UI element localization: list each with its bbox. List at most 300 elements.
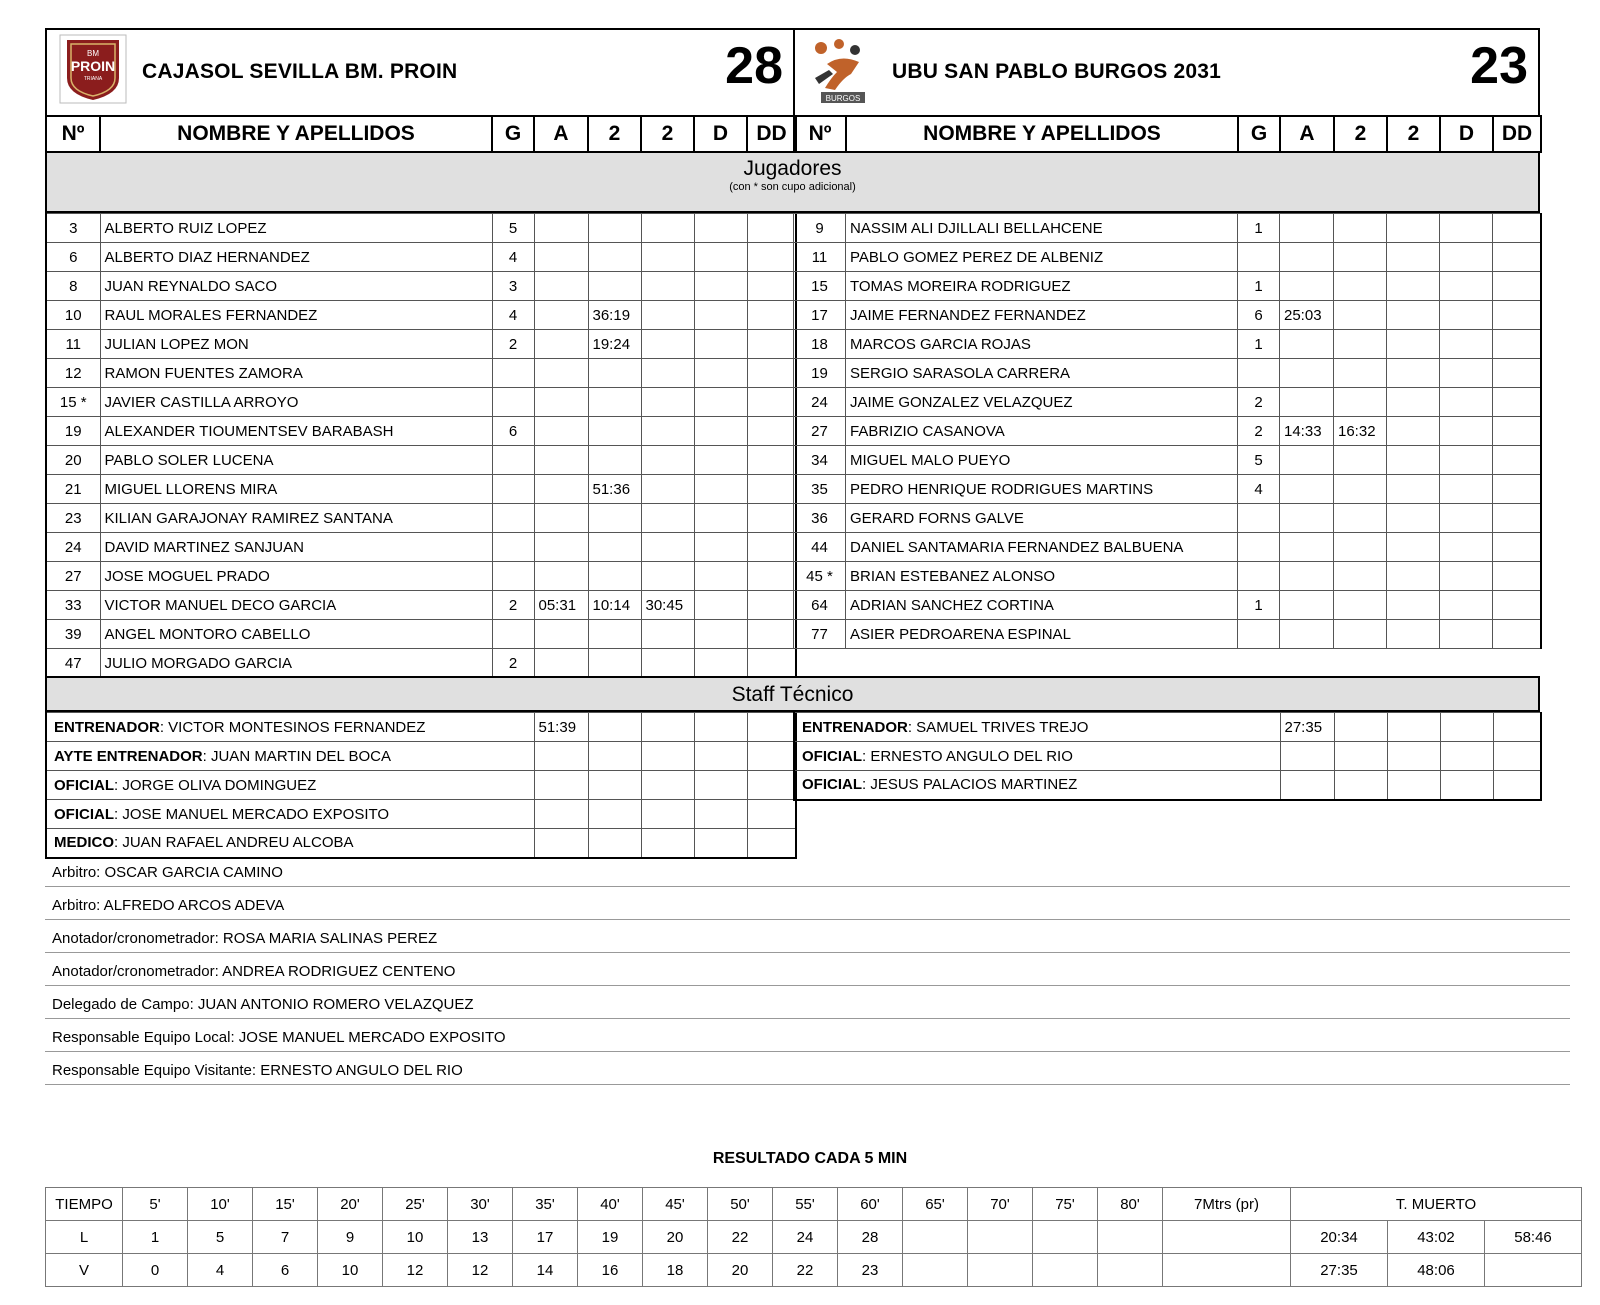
results-header-cell: 35': [513, 1188, 578, 1221]
player-disqualification-report: [747, 417, 796, 446]
player-disqualification: [694, 214, 747, 243]
official-line: Responsable Equipo Visitante: ERNESTO ANGULO DEL RIO: [45, 1052, 1570, 1085]
away-team-header: [793, 28, 1540, 115]
staff-role: MEDICO: [54, 834, 114, 852]
player-suspension-1: [1334, 562, 1387, 591]
player-disqualification: [694, 504, 747, 533]
results-score-cell: [1098, 1221, 1163, 1254]
results-score-cell: [903, 1254, 968, 1287]
staff-name: : JOSE MANUEL MERCADO EXPOSITO: [114, 805, 390, 823]
player-name: NASSIM ALI DJILLALI BELLAHCENE: [846, 214, 1238, 243]
player-row: [46, 388, 796, 417]
player-goals: 5: [1238, 446, 1280, 475]
player-goals: 4: [492, 243, 534, 272]
staff-disqualification: [694, 713, 747, 742]
player-number: 19: [46, 417, 100, 446]
player-suspension-1: [588, 562, 641, 591]
player-disqualification-report: [1493, 562, 1541, 591]
results-score-cell: 22: [708, 1221, 773, 1254]
player-row: [794, 359, 1541, 388]
player-row: [46, 504, 796, 533]
player-number: 39: [46, 620, 100, 649]
player-warning: [1280, 243, 1334, 272]
player-goals: 5: [492, 214, 534, 243]
player-suspension-2: [1387, 562, 1440, 591]
svg-text:BURGOS: BURGOS: [825, 94, 861, 103]
staff-warning: [534, 742, 588, 771]
player-disqualification: [1440, 243, 1493, 272]
staff-warning: [1280, 771, 1334, 800]
player-goals: 1: [1238, 272, 1280, 301]
player-suspension-1: [588, 417, 641, 446]
results-header-cell: 80': [1098, 1188, 1163, 1221]
players-section-note: (con * son cupo adicional): [729, 181, 856, 193]
results-score-cell: 28: [838, 1221, 903, 1254]
player-disqualification-report: [747, 649, 796, 678]
col-name: NOMBRE Y APELLIDOS: [846, 116, 1238, 152]
player-warning: 14:33: [1280, 417, 1334, 446]
player-warning: [534, 417, 588, 446]
staff-warning: 51:39: [534, 713, 588, 742]
player-name: ALBERTO RUIZ LOPEZ: [100, 214, 492, 243]
staff-disqualification-report: [747, 771, 796, 800]
player-row: [46, 417, 796, 446]
player-disqualification: [1440, 214, 1493, 243]
player-disqualification: [1440, 417, 1493, 446]
staff-name: : JUAN MARTIN DEL BOCA: [202, 747, 392, 765]
player-suspension-1: [1334, 446, 1387, 475]
player-goals: [1238, 359, 1280, 388]
player-warning: [1280, 591, 1334, 620]
staff-disqualification: [1440, 771, 1493, 800]
staff-suspension-1: [1334, 771, 1387, 800]
staff-row: [46, 800, 796, 829]
home-team-logo: [59, 34, 131, 106]
away-players-table: [793, 213, 1542, 649]
col-warning: A: [1280, 116, 1334, 152]
player-suspension-1: [1334, 591, 1387, 620]
player-suspension-2: [641, 446, 694, 475]
player-number: 12: [46, 359, 100, 388]
player-warning: [1280, 330, 1334, 359]
player-disqualification-report: [747, 359, 796, 388]
staff-warning: 27:35: [1280, 713, 1334, 742]
staff-suspension-1: [1334, 742, 1387, 771]
player-disqualification: [1440, 330, 1493, 359]
player-disqualification: [1440, 504, 1493, 533]
player-name: ALEXANDER TIOUMENTSEV BARABASH: [100, 417, 492, 446]
player-goals: [1238, 504, 1280, 533]
staff-row: [46, 742, 796, 771]
staff-name: : JUAN RAFAEL ANDREU ALCOBA: [114, 834, 354, 852]
results-header-cell: 10': [188, 1188, 253, 1221]
player-name: ANGEL MONTORO CABELLO: [100, 620, 492, 649]
staff-role: AYTE ENTRENADOR: [54, 747, 203, 765]
staff-warning: [1280, 742, 1334, 771]
staff-disqualification-report: [1493, 742, 1541, 771]
player-disqualification-report: [1493, 214, 1541, 243]
staff-warning: [534, 800, 588, 829]
staff-member: [46, 742, 534, 771]
player-disqualification: [1440, 446, 1493, 475]
player-goals: [492, 446, 534, 475]
player-disqualification-report: [1493, 620, 1541, 649]
col-suspension-2: 2: [641, 116, 694, 152]
player-row: [794, 243, 1541, 272]
results-score-cell: 23: [838, 1254, 903, 1287]
player-suspension-2: [1387, 214, 1440, 243]
player-disqualification: [1440, 562, 1493, 591]
staff-member: [46, 771, 534, 800]
player-suspension-2: [1387, 591, 1440, 620]
staff-row: [46, 771, 796, 800]
player-number: 15: [794, 272, 846, 301]
player-number: 19: [794, 359, 846, 388]
player-row: [46, 330, 796, 359]
player-disqualification: [694, 446, 747, 475]
player-suspension-2: [641, 214, 694, 243]
player-disqualification-report: [747, 243, 796, 272]
player-disqualification: [694, 591, 747, 620]
staff-role: ENTRENADOR: [54, 718, 160, 736]
player-name: DANIEL SANTAMARIA FERNANDEZ BALBUENA: [846, 533, 1238, 562]
player-disqualification-report: [1493, 533, 1541, 562]
staff-suspension-1: [588, 713, 641, 742]
player-number: 18: [794, 330, 846, 359]
results-score-cell: 24: [773, 1221, 838, 1254]
player-number: 47: [46, 649, 100, 678]
player-suspension-1: 16:32: [1334, 417, 1387, 446]
player-suspension-1: [588, 359, 641, 388]
player-suspension-2: [641, 620, 694, 649]
player-disqualification: [1440, 301, 1493, 330]
player-suspension-2: [641, 243, 694, 272]
player-name: VICTOR MANUEL DECO GARCIA: [100, 591, 492, 620]
official-line: Arbitro: ALFREDO ARCOS ADEVA: [45, 887, 1570, 920]
player-row: [46, 272, 796, 301]
player-suspension-1: [588, 243, 641, 272]
player-row: [794, 388, 1541, 417]
results-score-cell: [1163, 1221, 1291, 1254]
player-warning: [1280, 446, 1334, 475]
player-name: RAUL MORALES FERNANDEZ: [100, 301, 492, 330]
player-number: 77: [794, 620, 846, 649]
player-name: JAIME FERNANDEZ FERNANDEZ: [846, 301, 1238, 330]
player-name: KILIAN GARAJONAY RAMIREZ SANTANA: [100, 504, 492, 533]
player-suspension-1: [1334, 359, 1387, 388]
staff-disqualification-report: [747, 713, 796, 742]
player-disqualification-report: [747, 446, 796, 475]
player-name: ASIER PEDROARENA ESPINAL: [846, 620, 1238, 649]
player-name: PABLO GOMEZ PEREZ DE ALBENIZ: [846, 243, 1238, 272]
player-warning: [534, 533, 588, 562]
player-name: MARCOS GARCIA ROJAS: [846, 330, 1238, 359]
player-row: [794, 591, 1541, 620]
results-timeout-cell: 20:34: [1291, 1221, 1388, 1254]
player-suspension-1: [1334, 533, 1387, 562]
staff-suspension-2: [641, 713, 694, 742]
player-name: JUAN REYNALDO SACO: [100, 272, 492, 301]
player-disqualification: [694, 649, 747, 678]
col-num: Nº: [794, 116, 846, 152]
col-disqualification-report: DD: [1493, 116, 1541, 152]
player-row: [794, 562, 1541, 591]
staff-suspension-2: [641, 771, 694, 800]
player-name: JULIAN LOPEZ MON: [100, 330, 492, 359]
player-suspension-1: 51:36: [588, 475, 641, 504]
player-name: JOSE MOGUEL PRADO: [100, 562, 492, 591]
player-suspension-1: [588, 446, 641, 475]
player-disqualification-report: [1493, 417, 1541, 446]
home-team-score: 28: [725, 37, 783, 95]
player-goals: [492, 562, 534, 591]
staff-name: : VICTOR MONTESINOS FERNANDEZ: [159, 718, 426, 736]
col-num: Nº: [46, 116, 100, 152]
results-timeout-cell: [1485, 1254, 1582, 1287]
results-score-cell: 18: [643, 1254, 708, 1287]
player-goals: 2: [1238, 388, 1280, 417]
player-suspension-2: [1387, 388, 1440, 417]
player-row: [794, 301, 1541, 330]
player-row: [794, 214, 1541, 243]
player-disqualification-report: [747, 562, 796, 591]
staff-role: OFICIAL: [802, 776, 862, 794]
player-warning: [1280, 562, 1334, 591]
player-suspension-1: [1334, 388, 1387, 417]
player-number: 64: [794, 591, 846, 620]
player-suspension-2: [641, 388, 694, 417]
player-name: PABLO SOLER LUCENA: [100, 446, 492, 475]
results-score-cell: 22: [773, 1254, 838, 1287]
player-warning: [534, 330, 588, 359]
player-row: [46, 475, 796, 504]
results-row: [46, 1254, 1582, 1287]
player-warning: [1280, 272, 1334, 301]
staff-suspension-2: [1387, 713, 1440, 742]
staff-role: ENTRENADOR: [802, 718, 908, 736]
player-name: MIGUEL MALO PUEYO: [846, 446, 1238, 475]
results-header-cell: 70': [968, 1188, 1033, 1221]
player-suspension-1: [588, 533, 641, 562]
player-suspension-2: [641, 301, 694, 330]
staff-name: : JORGE OLIVA DOMINGUEZ: [114, 776, 317, 794]
official-line: Responsable Equipo Local: JOSE MANUEL MERCADO EXPOSITO: [45, 1019, 1570, 1052]
player-suspension-1: [588, 649, 641, 678]
player-name: GERARD FORNS GALVE: [846, 504, 1238, 533]
home-column-header: [45, 115, 797, 153]
results-score-cell: 7: [253, 1221, 318, 1254]
player-warning: [1280, 359, 1334, 388]
results-score-cell: 20: [708, 1254, 773, 1287]
player-name: ALBERTO DIAZ HERNANDEZ: [100, 243, 492, 272]
results-score-cell: 16: [578, 1254, 643, 1287]
official-line: Delegado de Campo: JUAN ANTONIO ROMERO VELAZQUEZ: [45, 986, 1570, 1019]
player-suspension-1: 36:19: [588, 301, 641, 330]
player-warning: [534, 504, 588, 533]
player-suspension-1: 10:14: [588, 591, 641, 620]
player-warning: [534, 562, 588, 591]
away-staff-table: [793, 712, 1542, 801]
player-number: 44: [794, 533, 846, 562]
player-disqualification: [1440, 388, 1493, 417]
player-disqualification: [694, 475, 747, 504]
player-disqualification-report: [1493, 388, 1541, 417]
results-title: RESULTADO CADA 5 MIN: [712, 1150, 908, 1167]
col-goals: G: [1238, 116, 1280, 152]
player-suspension-1: [588, 272, 641, 301]
results-header-cell: 30': [448, 1188, 513, 1221]
player-disqualification-report: [747, 388, 796, 417]
staff-member: [46, 713, 534, 742]
staff-disqualification: [694, 771, 747, 800]
player-number: 24: [794, 388, 846, 417]
results-score-cell: 13: [448, 1221, 513, 1254]
player-name: PEDRO HENRIQUE RODRIGUES MARTINS: [846, 475, 1238, 504]
results-header-cell: 75': [1033, 1188, 1098, 1221]
player-suspension-1: [588, 620, 641, 649]
staff-disqualification-report: [747, 800, 796, 829]
staff-row: [46, 713, 796, 742]
player-suspension-2: [641, 272, 694, 301]
player-name: DAVID MARTINEZ SANJUAN: [100, 533, 492, 562]
player-disqualification-report: [747, 330, 796, 359]
player-disqualification: [1440, 475, 1493, 504]
player-name: RAMON FUENTES ZAMORA: [100, 359, 492, 388]
staff-section-title: Staff Técnico: [731, 683, 854, 706]
player-goals: [492, 475, 534, 504]
player-number: 35: [794, 475, 846, 504]
staff-section-band: [45, 676, 1540, 712]
col-name: NOMBRE Y APELLIDOS: [100, 116, 492, 152]
player-disqualification-report: [1493, 504, 1541, 533]
player-number: 6: [46, 243, 100, 272]
player-disqualification-report: [1493, 301, 1541, 330]
player-name: BRIAN ESTEBANEZ ALONSO: [846, 562, 1238, 591]
player-goals: [492, 620, 534, 649]
player-suspension-2: [1387, 620, 1440, 649]
player-suspension-2: [1387, 446, 1440, 475]
player-number: 34: [794, 446, 846, 475]
player-goals: 1: [1238, 214, 1280, 243]
staff-disqualification-report: [747, 742, 796, 771]
away-column-header: [793, 115, 1542, 153]
player-number: 27: [794, 417, 846, 446]
staff-name: : JESUS PALACIOS MARTINEZ: [862, 776, 1078, 794]
player-disqualification: [694, 330, 747, 359]
player-suspension-2: [641, 649, 694, 678]
player-suspension-1: [1334, 214, 1387, 243]
staff-role: OFICIAL: [802, 747, 862, 765]
col-disqualification: D: [1440, 116, 1493, 152]
player-disqualification-report: [747, 591, 796, 620]
svg-text:TRIANA: TRIANA: [83, 76, 103, 82]
player-row: [794, 533, 1541, 562]
results-score-cell: [1033, 1254, 1098, 1287]
player-disqualification-report: [747, 475, 796, 504]
results-header-cell: TIEMPO: [46, 1188, 123, 1221]
player-number: 24: [46, 533, 100, 562]
official-line: Arbitro: OSCAR GARCIA CAMINO: [45, 854, 1570, 887]
players-section-band: [45, 151, 1540, 213]
player-suspension-1: [588, 504, 641, 533]
player-name: SERGIO SARASOLA CARRERA: [846, 359, 1238, 388]
player-warning: 05:31: [534, 591, 588, 620]
results-header-row: [46, 1188, 1582, 1221]
player-disqualification-report: [1493, 359, 1541, 388]
player-row: [794, 620, 1541, 649]
player-suspension-2: [641, 533, 694, 562]
results-score-cell: 9: [318, 1221, 383, 1254]
player-number: 36: [794, 504, 846, 533]
player-suspension-2: [1387, 272, 1440, 301]
player-disqualification-report: [1493, 475, 1541, 504]
results-score-cell: 12: [383, 1254, 448, 1287]
player-name: TOMAS MOREIRA RODRIGUEZ: [846, 272, 1238, 301]
results-header-cell: 45': [643, 1188, 708, 1221]
player-disqualification-report: [1493, 591, 1541, 620]
staff-suspension-2: [641, 742, 694, 771]
results-header-cell: T. MUERTO: [1291, 1188, 1582, 1221]
player-number: 11: [794, 243, 846, 272]
player-suspension-1: [1334, 243, 1387, 272]
player-row: [46, 301, 796, 330]
player-disqualification-report: [1493, 272, 1541, 301]
player-warning: [1280, 388, 1334, 417]
results-header-cell: 15': [253, 1188, 318, 1221]
player-disqualification-report: [747, 272, 796, 301]
results-timeout-cell: 48:06: [1388, 1254, 1485, 1287]
player-disqualification: [694, 359, 747, 388]
results-score-cell: 5: [188, 1221, 253, 1254]
player-warning: [1280, 533, 1334, 562]
results-score-cell: 12: [448, 1254, 513, 1287]
results-header-cell: 7Mtrs (pr): [1163, 1188, 1291, 1221]
staff-row: [794, 771, 1541, 800]
results-header-cell: 25': [383, 1188, 448, 1221]
svg-text:BM: BM: [87, 49, 99, 58]
col-disqualification-report: DD: [747, 116, 796, 152]
official-line: Anotador/cronometrador: ROSA MARIA SALINAS PEREZ: [45, 920, 1570, 953]
official-line: Anotador/cronometrador: ANDREA RODRIGUEZ CENTENO: [45, 953, 1570, 986]
away-team-name: UBU SAN PABLO BURGOS 2031: [892, 60, 1222, 83]
staff-disqualification: [694, 800, 747, 829]
player-number: 45 *: [794, 562, 846, 591]
results-score-cell: 0: [123, 1254, 188, 1287]
staff-role: OFICIAL: [54, 776, 114, 794]
player-number: 17: [794, 301, 846, 330]
player-row: [46, 591, 796, 620]
player-suspension-2: [641, 417, 694, 446]
results-score-cell: 20: [643, 1221, 708, 1254]
results-header-cell: 60': [838, 1188, 903, 1221]
player-warning: [534, 272, 588, 301]
player-suspension-1: 19:24: [588, 330, 641, 359]
staff-suspension-2: [641, 800, 694, 829]
player-disqualification: [694, 562, 747, 591]
results-score-cell: [1098, 1254, 1163, 1287]
staff-disqualification-report: [1493, 713, 1541, 742]
player-goals: 2: [492, 591, 534, 620]
player-suspension-1: [1334, 504, 1387, 533]
player-warning: 25:03: [1280, 301, 1334, 330]
player-goals: 2: [492, 649, 534, 678]
results-header-cell: 5': [123, 1188, 188, 1221]
player-warning: [534, 359, 588, 388]
results-score-cell: [968, 1221, 1033, 1254]
player-row: [794, 504, 1541, 533]
staff-row: [794, 713, 1541, 742]
player-goals: [492, 388, 534, 417]
